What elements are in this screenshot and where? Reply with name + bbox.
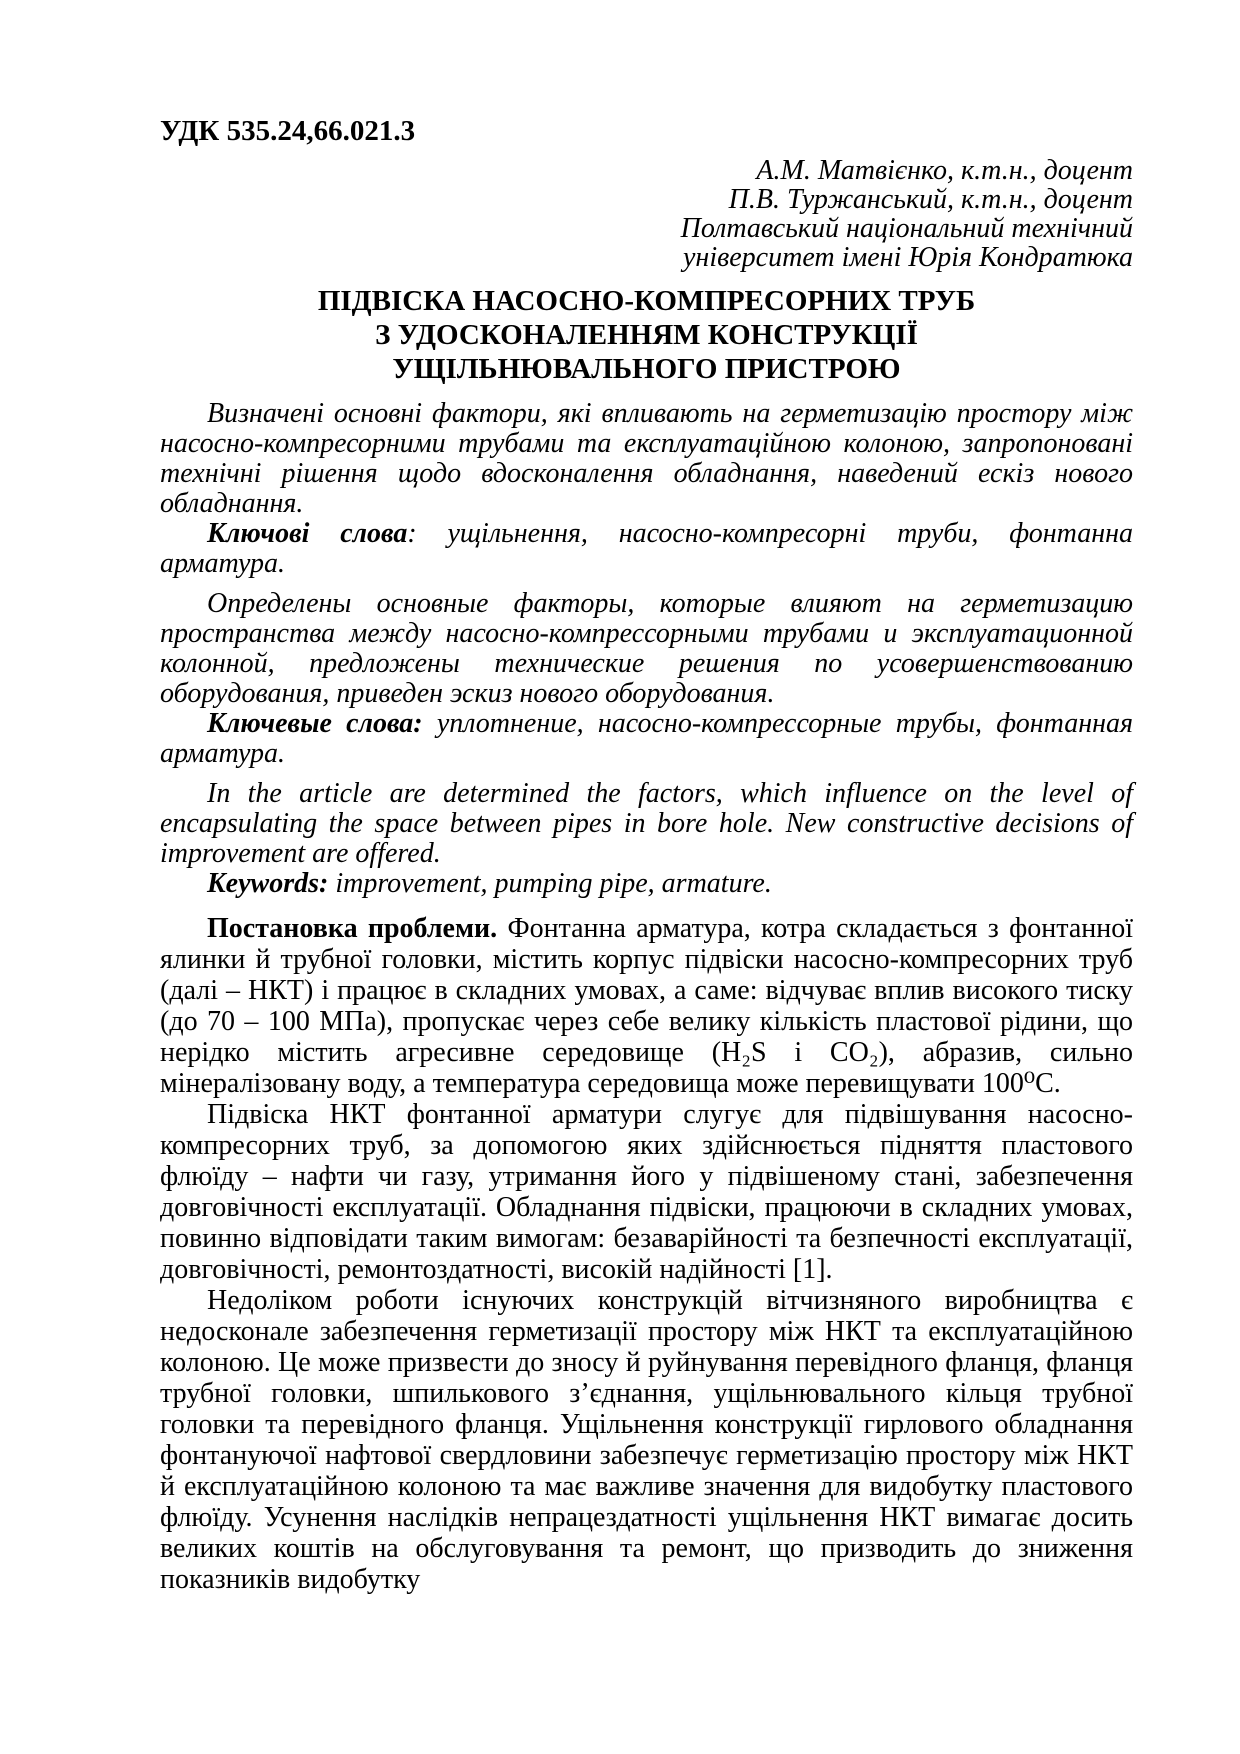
author-block	[160, 156, 1133, 272]
affiliation-line-2: університет імені Юрія Кондратюка	[683, 242, 1133, 273]
keywords-russian-text: уплотнение, насосно-компрессорные трубы, фонтанная арматура.	[160, 708, 1134, 769]
body-paragraph-suspension-purpose: Підвіска НКТ фонтанної арматури слугує для підвішування насосно-компресорних труб, за допомогою яких здійснюється підняття пластового флюїду – нафти чи газу, утримання його у підвішеному стані, забезпечення довговічності експлуатації. Обладнання підвіски, працюючи в складних умовах, повинно відповідати таким вимогам: безаварійності та безпечності експлуатації, довговічності, ремонтоздатності, високій надійності [1].	[160, 1099, 1133, 1285]
keywords-ukrainian-label: Ключові слова	[207, 518, 408, 549]
body-paragraph-problem-statement	[160, 913, 1133, 1099]
keywords-ukrainian	[160, 519, 1133, 579]
keywords-english-label: Keywords:	[207, 868, 329, 899]
paragraph-text-problem-statement: Фонтанна арматура, котра складається з фонтанної ялинки й трубної головки, містить корпус підвіски насосно-компресорних труб (далі – НКТ) і працює в складних умовах, а саме: відчуває вплив високого тиску (до 70 – 100 МПа), пропускає через себе велику кількість пластової рідини, що нерідко містить агресивне середовище (H₂S і CO₂), абразив, сильно мінералізовану воду, а температура середовища може перевищувати 100⁰С.	[160, 913, 1134, 1099]
keywords-russian	[160, 709, 1133, 769]
keywords-russian-label: Ключевые слова:	[207, 708, 423, 739]
keywords-ukrainian-text: : ущільнення, насосно-компресорні труби, фонтанна арматура.	[160, 518, 1133, 579]
abstract-russian: Определены основные факторы, которые влияют на герметизацию пространства между насосно-компрессорными трубами и эксплуатационной колонной, предложены технические решения по усовершенствованию оборудования, приведен эскиз нового оборудования.	[160, 588, 1133, 709]
author-line-2: П.В. Туржанський, к.т.н., доцент	[728, 184, 1133, 215]
title-line-2: З УДОСКОНАЛЕННЯМ КОНСТРУКЦІЇ	[375, 319, 918, 351]
body-paragraph-design-drawbacks: Недоліком роботи існуючих конструкцій вітчизняного виробництва є недосконале забезпечення герметизації простору між НКТ та експлуатаційною колоною. Це може призвести до зносу й руйнування перевідного фланця, фланця трубної головки, шпилькового з’єднання, ущільнювального кільця трубної головки та перевідного фланця. Ущільнення конструкції гирлового обладнання фонтануючої нафтової свердловини забезпечує герметизацію простору між НКТ й експлуатаційною колоною та має важливе значення для видобутку пластового флюїду. Усунення наслідків непрацездатності ущільнення НКТ вимагає досить великих коштів на обслуговування та ремонт, що призводить до зниження показників видобутку	[160, 1285, 1133, 1595]
title-line-3: УЩІЛЬНЮВАЛЬНОГО ПРИСТРОЮ	[392, 353, 901, 385]
title-line-1: ПІДВІСКА НАСОСНО-КОМПРЕСОРНИХ ТРУБ	[317, 285, 976, 317]
keywords-english	[160, 869, 1133, 899]
abstract-english: In the article are determined the factors, which influence on the level of encapsulating the space between pipes in bore hole. New constructive decisions of improvement are offered.	[160, 778, 1133, 869]
author-line-1: А.М. Матвієнко, к.т.н., доцент	[756, 155, 1133, 186]
keywords-english-text: improvement, pumping pipe, armature.	[328, 868, 772, 899]
page-content	[160, 114, 1133, 1595]
paragraph-lead-problem-statement: Постановка проблеми.	[207, 913, 498, 944]
abstract-ukrainian: Визначені основні фактори, які впливають на герметизацію простору між насосно-компресорними трубами та експлуатаційною колоною, запропоновані технічні рішення щодо вдосконалення обладнання, наведений ескіз нового обладнання.	[160, 398, 1133, 519]
udc-code: УДК 535.24,66.021.3	[160, 115, 416, 147]
affiliation-line-1: Полтавський національний технічний	[680, 213, 1133, 244]
article-title	[160, 284, 1133, 386]
